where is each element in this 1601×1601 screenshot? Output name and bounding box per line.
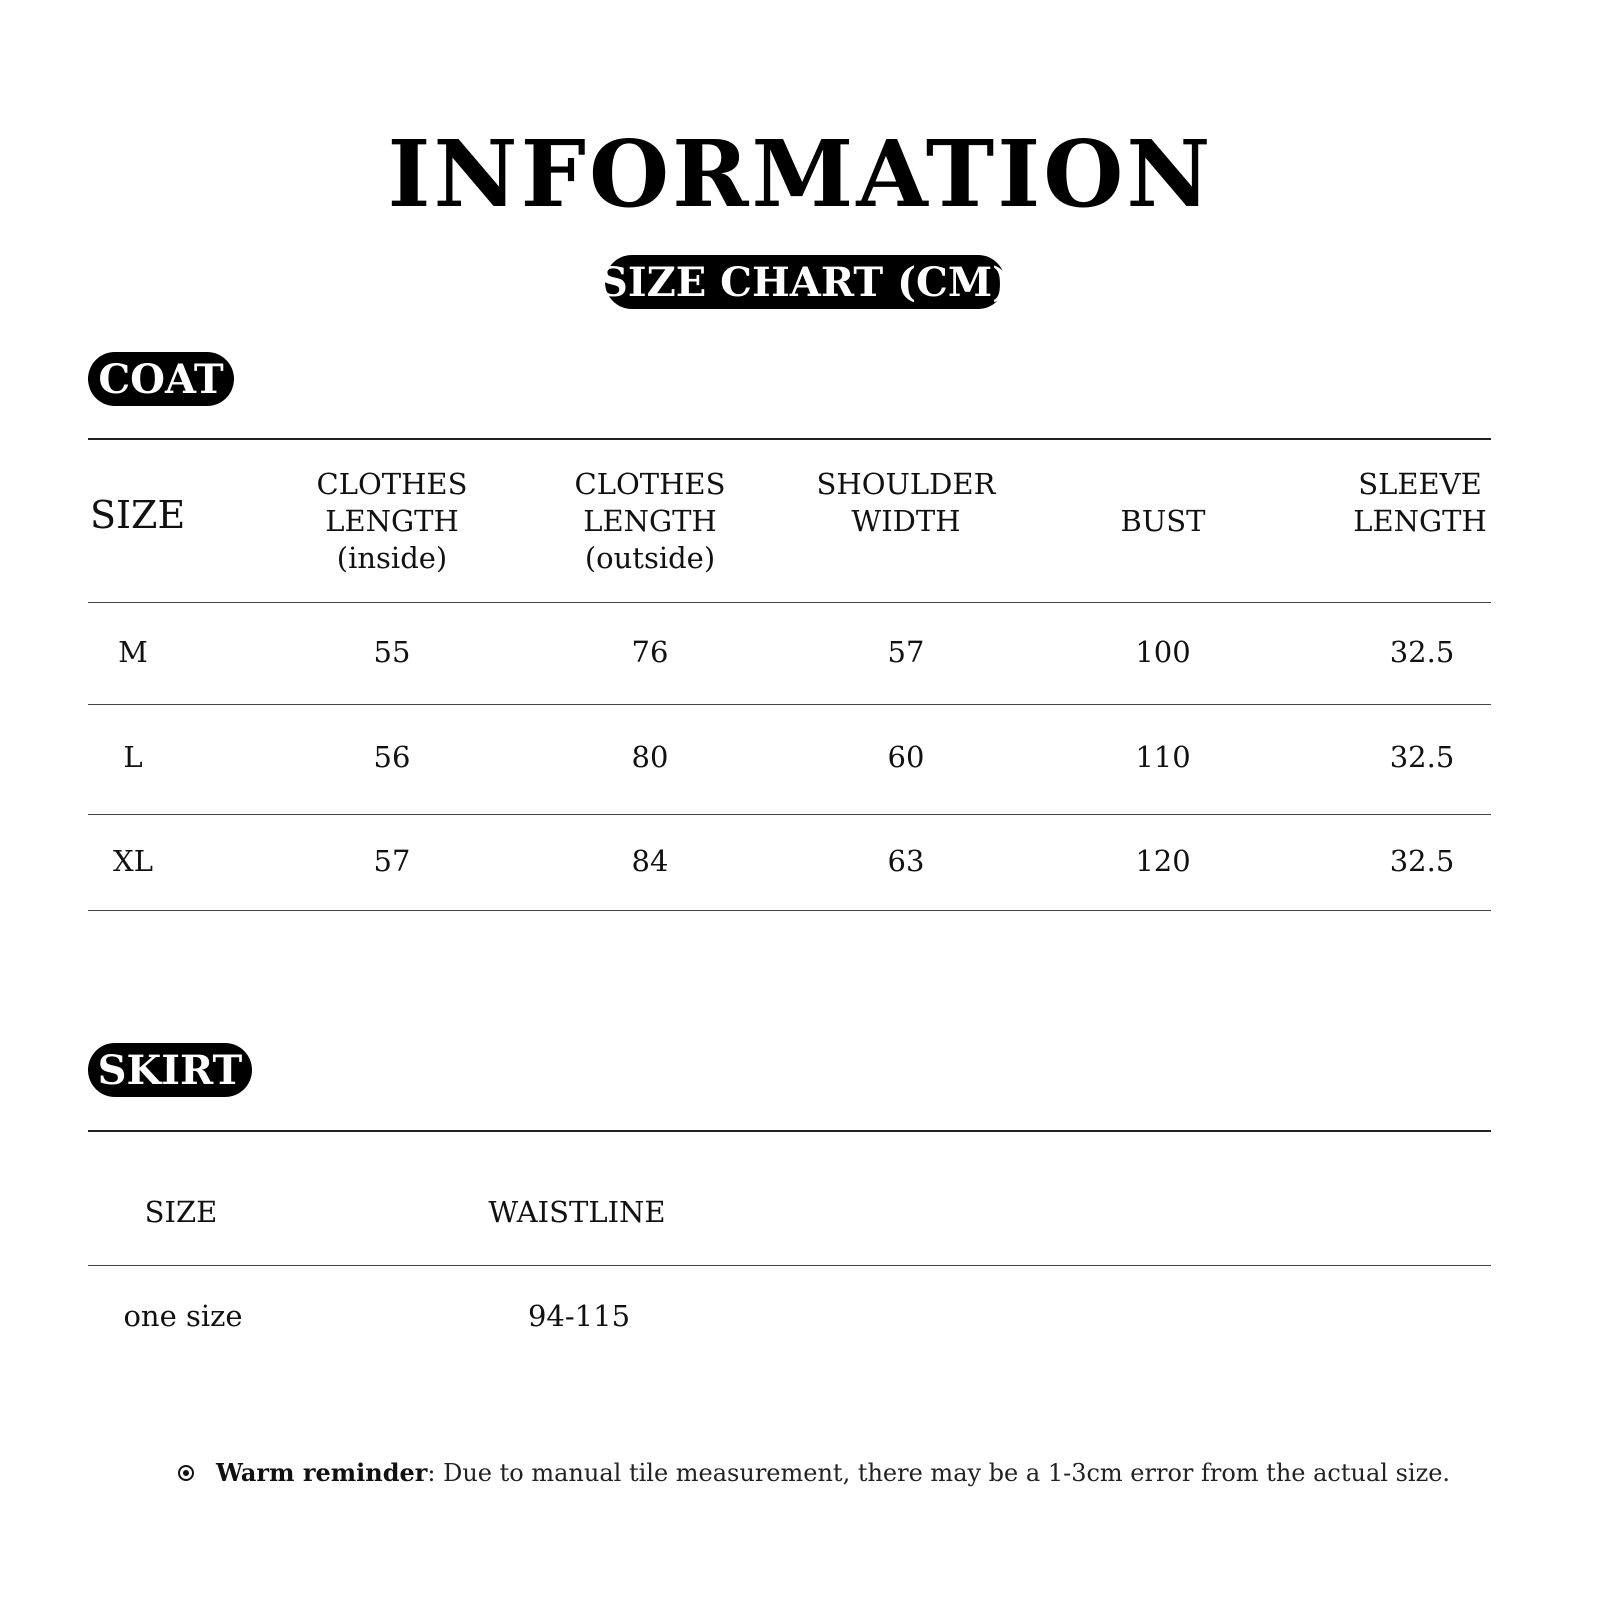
coat-section-label: COAT: [88, 352, 234, 406]
coat-size-header: SIZE: [90, 493, 186, 537]
coat-header-clothes-length-inside: CLOTHES LENGTH (inside): [316, 467, 468, 575]
coat-row-divider: [88, 704, 1491, 705]
coat-cell: 57: [373, 844, 411, 878]
coat-cell: 120: [1135, 844, 1191, 878]
coat-cell: 32.5: [1389, 635, 1455, 669]
skirt-row-waistline: 94-115: [527, 1299, 631, 1333]
coat-header-shoulder-width: SHOULDER WIDTH: [816, 467, 996, 538]
coat-table-top-rule: [88, 438, 1491, 440]
coat-cell: 76: [631, 635, 669, 669]
coat-cell: 32.5: [1389, 740, 1455, 774]
coat-cell: 63: [887, 844, 925, 878]
coat-cell: 32.5: [1389, 844, 1455, 878]
coat-row-size: L: [123, 740, 143, 774]
coat-row-size: M: [118, 635, 148, 669]
skirt-section-label: SKIRT: [88, 1043, 252, 1097]
page-title: INFORMATION: [387, 120, 1214, 228]
coat-cell: 100: [1135, 635, 1191, 669]
coat-header-bust: BUST: [1120, 504, 1206, 538]
coat-row-size: XL: [113, 844, 153, 878]
skirt-header-divider: [88, 1265, 1491, 1266]
coat-cell: 110: [1135, 740, 1191, 774]
warm-reminder: [178, 1458, 1450, 1487]
coat-header-divider: [88, 602, 1491, 603]
coat-row-divider: [88, 814, 1491, 815]
coat-cell: 57: [887, 635, 925, 669]
coat-header-sleeve-length: SLEEVE LENGTH: [1353, 467, 1487, 538]
skirt-waistline-header: WAISTLINE: [488, 1195, 666, 1229]
coat-header-clothes-length-outside: CLOTHES LENGTH (outside): [574, 467, 726, 575]
reminder-lead: Warm reminder: [216, 1458, 428, 1487]
subtitle-badge: SIZE CHART (CM): [605, 255, 1005, 309]
skirt-row-size: one size: [123, 1299, 243, 1333]
coat-cell: 55: [373, 635, 411, 669]
coat-cell: 56: [373, 740, 411, 774]
skirt-table-top-rule: [88, 1130, 1491, 1132]
coat-cell: 84: [631, 844, 669, 878]
coat-table-bottom-rule: [88, 910, 1491, 911]
coat-cell: 60: [887, 740, 925, 774]
coat-cell: 80: [631, 740, 669, 774]
reminder-text: : Due to manual tile measurement, there may be a 1-3cm error from the actual size.: [427, 1458, 1451, 1487]
radio-bullet-icon: [178, 1465, 194, 1481]
skirt-size-header: SIZE: [144, 1195, 218, 1229]
